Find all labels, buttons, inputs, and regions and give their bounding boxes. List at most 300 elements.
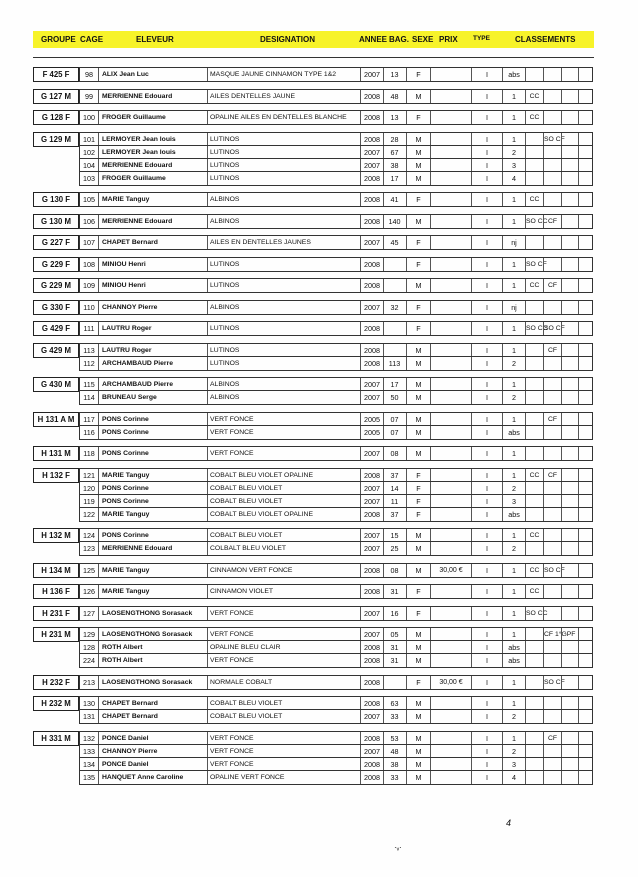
table-row xyxy=(79,731,593,745)
cell-k1: abs xyxy=(502,68,525,81)
cell-prix xyxy=(430,301,471,314)
cell-k2: SO CF xyxy=(525,258,543,271)
cell-eleveur: PONCE Daniel xyxy=(102,760,149,768)
cell-bag: 41 xyxy=(383,193,405,206)
cell-empty xyxy=(561,607,578,620)
cell-empty xyxy=(561,301,578,314)
cell-k3: SO CF xyxy=(543,133,561,146)
cell-cage: 129 xyxy=(80,628,99,641)
cell-k1: 1 xyxy=(502,628,525,641)
cell-empty xyxy=(561,391,578,404)
cell-empty xyxy=(578,508,593,521)
cell-designation: OPALINE AILES EN DENTELLES BLANCHE xyxy=(207,111,359,124)
cell-empty xyxy=(561,215,578,228)
cell-designation: VERT FONCE xyxy=(207,447,359,460)
cell-k3: SO CF xyxy=(543,564,561,577)
cell-cage: 134 xyxy=(80,758,99,771)
cell-k2: CC xyxy=(525,111,543,124)
group-code: G 429 F xyxy=(33,321,79,336)
cell-annee: 2008 xyxy=(360,215,383,228)
cell-empty xyxy=(578,90,593,103)
cell-bag: 28 xyxy=(383,133,405,146)
cell-empty xyxy=(578,710,593,723)
cell-k1: 4 xyxy=(502,771,525,784)
cell-k3: CF xyxy=(543,413,561,426)
cell-type: I xyxy=(471,68,502,81)
cell-eleveur: PONS Corinne xyxy=(102,450,149,457)
cell-bag: 31 xyxy=(383,654,405,667)
cell-sexe: F xyxy=(406,508,430,521)
cell-type: I xyxy=(471,193,502,206)
cell-empty xyxy=(578,607,593,620)
cell-k1: abs xyxy=(502,654,525,667)
cell-bag: 08 xyxy=(383,447,405,460)
cell-prix xyxy=(430,193,471,206)
cell-bag: 45 xyxy=(383,236,405,249)
cell-type: I xyxy=(471,676,502,689)
cell-eleveur: LERMOYER Jean louis xyxy=(102,135,176,143)
cell-k1: 2 xyxy=(502,542,525,555)
cell-cage: 124 xyxy=(80,529,99,542)
cell-k1: 4 xyxy=(502,172,525,185)
cell-k2 xyxy=(525,391,543,404)
cell-designation: VERT FONCE xyxy=(207,745,359,758)
cell-type: I xyxy=(471,258,502,271)
cell-type: I xyxy=(471,495,502,508)
cell-type: I xyxy=(471,482,502,495)
cell-bag: 32 xyxy=(383,301,405,314)
cell-bag: 31 xyxy=(383,641,405,654)
cell-sexe: M xyxy=(406,732,430,745)
cell-sexe: M xyxy=(406,745,430,758)
cell-sexe: M xyxy=(406,697,430,710)
cell-k1: 1 xyxy=(502,378,525,391)
cell-sexe: M xyxy=(406,447,430,460)
cell-annee: 2008 xyxy=(360,469,383,482)
cell-k3 xyxy=(543,771,561,784)
cell-bag: 31 xyxy=(383,585,405,598)
cell-type: I xyxy=(471,628,502,641)
cell-bag: 05 xyxy=(383,628,405,641)
cell-cage: 99 xyxy=(80,90,99,103)
cell-prix xyxy=(430,111,471,124)
cell-k3: CF xyxy=(543,279,561,292)
cell-prix xyxy=(430,426,471,439)
table-row xyxy=(79,425,593,440)
cell-cage: 103 xyxy=(80,172,99,185)
cell-prix xyxy=(430,447,471,460)
cell-empty xyxy=(578,193,593,206)
cell-annee: 2008 xyxy=(360,279,383,292)
header-designation: DESIGNATION xyxy=(260,35,315,44)
cell-cage: 120 xyxy=(80,482,99,495)
cell-type: I xyxy=(471,236,502,249)
cell-prix xyxy=(430,258,471,271)
class-group xyxy=(33,377,591,404)
table-row xyxy=(79,321,593,336)
cell-sexe: M xyxy=(406,159,430,172)
group-code: G 127 M xyxy=(33,89,79,104)
group-code: H 231 F xyxy=(33,606,79,621)
cell-empty xyxy=(561,771,578,784)
cell-type: I xyxy=(471,426,502,439)
cell-eleveur: MARIE Tanguy xyxy=(102,566,150,574)
cell-cage: 106 xyxy=(80,215,99,228)
table-row xyxy=(79,640,593,654)
table-row xyxy=(79,300,593,315)
cell-k1: 3 xyxy=(502,159,525,172)
cell-cage: 119 xyxy=(80,495,99,508)
table-row xyxy=(79,257,593,272)
cell-cage: 100 xyxy=(80,111,99,124)
cell-type: I xyxy=(471,508,502,521)
cell-annee: 2007 xyxy=(360,482,383,495)
cell-empty xyxy=(561,585,578,598)
cell-k1: 1 xyxy=(502,732,525,745)
cell-designation: LUTINOS xyxy=(207,133,359,146)
cell-sexe: F xyxy=(406,482,430,495)
cell-sexe: M xyxy=(406,426,430,439)
cell-k3 xyxy=(543,90,561,103)
cell-type: I xyxy=(471,357,502,370)
table-row xyxy=(79,89,593,104)
cell-cage: 107 xyxy=(80,236,99,249)
cell-k2: SO CC xyxy=(525,322,543,335)
cell-type: I xyxy=(471,542,502,555)
cell-k1: 1 xyxy=(502,607,525,620)
header-sexe: SEXE xyxy=(412,35,434,44)
cell-empty xyxy=(578,447,593,460)
cell-annee: 2008 xyxy=(360,771,383,784)
group-code: H 132 F xyxy=(33,468,79,483)
cell-k3 xyxy=(543,508,561,521)
cell-cage: 112 xyxy=(80,357,99,370)
cell-designation: LUTINOS xyxy=(207,322,359,335)
class-group xyxy=(33,446,591,460)
cell-empty xyxy=(561,676,578,689)
cell-designation: VERT FONCE xyxy=(207,758,359,771)
cell-annee: 2008 xyxy=(360,90,383,103)
cell-bag: 48 xyxy=(383,90,405,103)
cell-annee: 2007 xyxy=(360,607,383,620)
table-row xyxy=(79,278,593,293)
table-row xyxy=(79,606,593,621)
cell-bag: 38 xyxy=(383,758,405,771)
cell-k1: 2 xyxy=(502,482,525,495)
cell-cage: 116 xyxy=(80,426,99,439)
cell-eleveur: MARIE Tanguy xyxy=(102,588,150,595)
cell-annee: 2007 xyxy=(360,236,383,249)
group-code: G 429 M xyxy=(33,343,79,358)
cell-k1: 1 xyxy=(502,447,525,460)
cell-k2: SO CC xyxy=(525,215,543,228)
cell-sexe: F xyxy=(406,585,430,598)
cell-type: I xyxy=(471,111,502,124)
cell-type: I xyxy=(471,413,502,426)
class-group xyxy=(33,235,591,249)
cell-sexe: M xyxy=(406,391,430,404)
cell-sexe: M xyxy=(406,710,430,723)
cell-k3 xyxy=(543,111,561,124)
class-group xyxy=(33,731,591,784)
cell-empty xyxy=(578,564,593,577)
header-groupe: GROUPE xyxy=(41,35,76,44)
table-row xyxy=(79,390,593,405)
cell-eleveur: CHANNOY Pierre xyxy=(102,303,158,311)
cell-k3: CF xyxy=(543,732,561,745)
cell-designation: COBALT BLEU VIOLET xyxy=(207,529,359,542)
table-row xyxy=(79,377,593,391)
cell-k3: SO CF xyxy=(543,322,561,335)
cell-sexe: M xyxy=(406,90,430,103)
cell-empty xyxy=(578,279,593,292)
cell-eleveur: PONS Corinne xyxy=(102,532,149,539)
table-row xyxy=(79,675,593,690)
cell-k2 xyxy=(525,426,543,439)
cell-cage: 131 xyxy=(80,710,99,723)
group-code: G 129 M xyxy=(33,132,79,147)
cell-sexe: M xyxy=(406,771,430,784)
cell-eleveur: PONS Corinne xyxy=(102,497,149,505)
cell-sexe: M xyxy=(406,564,430,577)
cell-k1: 1 xyxy=(502,469,525,482)
cell-bag: 08 xyxy=(383,564,405,577)
table-row xyxy=(79,356,593,371)
cell-designation: OPALINE BLEU CLAIR xyxy=(207,641,359,654)
cell-cage: 113 xyxy=(80,344,99,357)
cell-cage: 118 xyxy=(80,447,99,460)
cell-bag: 113 xyxy=(383,357,405,370)
group-code: H 134 M xyxy=(33,563,79,578)
cell-eleveur: LAOSENGTHONG Sorasack xyxy=(102,631,193,638)
cell-eleveur: PONS Corinne xyxy=(102,484,149,492)
table-row xyxy=(79,446,593,461)
cell-bag: 07 xyxy=(383,413,405,426)
cell-empty xyxy=(561,279,578,292)
cell-k3 xyxy=(543,172,561,185)
cell-k2 xyxy=(525,236,543,249)
cell-eleveur: MARIE Tanguy xyxy=(102,510,150,518)
cell-k2: CC xyxy=(525,564,543,577)
cell-k3 xyxy=(543,258,561,271)
cell-designation: ALBINOS xyxy=(207,301,359,314)
cell-type: I xyxy=(471,732,502,745)
cell-k2 xyxy=(525,676,543,689)
cell-eleveur: MINIOU Henri xyxy=(102,260,146,268)
cell-empty xyxy=(578,585,593,598)
cell-empty xyxy=(561,426,578,439)
cell-annee: 2008 xyxy=(360,172,383,185)
cell-prix xyxy=(430,172,471,185)
cell-eleveur: ROTH Albert xyxy=(102,657,143,664)
cell-k3 xyxy=(543,447,561,460)
group-code: F 425 F xyxy=(33,67,79,82)
class-group xyxy=(33,468,591,521)
table-row xyxy=(79,494,593,508)
cell-prix: 30,00 € xyxy=(430,676,471,689)
cell-cage: 111 xyxy=(80,322,99,335)
cell-k1: 3 xyxy=(502,758,525,771)
cell-k3: CF xyxy=(543,469,561,482)
cell-bag: 11 xyxy=(383,495,405,508)
cell-prix xyxy=(430,542,471,555)
cell-eleveur: ARCHAMBAUD Pierre xyxy=(102,359,173,367)
group-code: G 229 M xyxy=(33,278,79,293)
cell-designation: LUTINOS xyxy=(207,159,359,172)
cell-empty xyxy=(561,68,578,81)
class-group xyxy=(33,110,591,124)
class-group xyxy=(33,696,591,723)
cell-k2: CC xyxy=(525,469,543,482)
top-divider xyxy=(33,57,594,58)
cell-designation: VERT FONCE xyxy=(207,654,359,667)
cell-k3: SO CF xyxy=(543,676,561,689)
cell-prix xyxy=(430,710,471,723)
cell-designation: CINNAMON VIOLET xyxy=(207,585,359,598)
cell-bag: 14 xyxy=(383,482,405,495)
cell-designation: COBALT BLEU VIOLET xyxy=(207,710,359,723)
cell-k2: SO CC xyxy=(525,607,543,620)
class-group xyxy=(33,584,591,598)
cell-eleveur: ROTH Albert xyxy=(102,644,143,651)
class-group xyxy=(33,675,591,689)
cell-k3 xyxy=(543,607,561,620)
cell-cage: 101 xyxy=(80,133,99,146)
cell-type: I xyxy=(471,215,502,228)
cell-k1: nj xyxy=(502,301,525,314)
cell-bag: 67 xyxy=(383,146,405,159)
cell-k1: 1 xyxy=(502,215,525,228)
cell-k3 xyxy=(543,426,561,439)
group-code: G 330 F xyxy=(33,300,79,315)
cell-sexe: F xyxy=(406,258,430,271)
group-code: H 232 F xyxy=(33,675,79,690)
class-group xyxy=(33,606,591,620)
table-row xyxy=(79,171,593,186)
cell-cage: 123 xyxy=(80,542,99,555)
cell-sexe: M xyxy=(406,133,430,146)
cell-eleveur: CHAPET Bernard xyxy=(102,239,158,246)
scan-mark: ·ᵥ· xyxy=(394,843,402,852)
cell-empty xyxy=(561,508,578,521)
cell-designation: COBALT BLEU VIOLET OPALINE xyxy=(207,508,359,521)
cell-k1: 1 xyxy=(502,90,525,103)
cell-prix xyxy=(430,508,471,521)
cell-empty xyxy=(578,391,593,404)
table-row xyxy=(79,67,593,82)
cell-prix xyxy=(430,585,471,598)
class-group xyxy=(33,257,591,271)
cell-cage: 114 xyxy=(80,391,99,404)
header-eleveur: ELEVEUR xyxy=(136,35,174,44)
cell-cage: 130 xyxy=(80,697,99,710)
cell-empty xyxy=(578,357,593,370)
cell-eleveur: PONS Corinne xyxy=(102,428,149,436)
cell-cage: 108 xyxy=(80,258,99,271)
cell-sexe: F xyxy=(406,68,430,81)
cell-type: I xyxy=(471,585,502,598)
cell-k3 xyxy=(543,357,561,370)
cell-type: I xyxy=(471,133,502,146)
group-code: G 229 F xyxy=(33,257,79,272)
cell-cage: 135 xyxy=(80,771,99,784)
cell-sexe: M xyxy=(406,279,430,292)
cell-type: I xyxy=(471,159,502,172)
header-annee: ANNEE xyxy=(359,35,388,44)
cell-k3 xyxy=(543,68,561,81)
cell-empty xyxy=(578,654,593,667)
cell-bag: 25 xyxy=(383,542,405,555)
cell-eleveur: LAOSENGTHONG Sorasack xyxy=(102,609,193,617)
table-row xyxy=(79,158,593,172)
cell-designation: LUTINOS xyxy=(207,279,359,292)
cell-annee: 2008 xyxy=(360,322,383,335)
cell-designation: ALBINOS xyxy=(207,215,359,228)
cell-k3 xyxy=(543,391,561,404)
cell-k1: 1 xyxy=(502,193,525,206)
cell-empty xyxy=(561,447,578,460)
group-code: H 132 M xyxy=(33,528,79,543)
cell-type: I xyxy=(471,469,502,482)
cell-empty xyxy=(578,111,593,124)
cell-empty xyxy=(578,215,593,228)
cell-designation: COBALT BLEU VIOLET xyxy=(207,482,359,495)
cell-designation: COBALT BLEU VIOLET OPALINE xyxy=(207,469,359,482)
cell-cage: 115 xyxy=(80,378,99,391)
cell-sexe: F xyxy=(406,301,430,314)
cell-eleveur: MERRIENNE Edouard xyxy=(102,545,173,552)
cell-bag: 13 xyxy=(383,111,405,124)
cell-type: I xyxy=(471,378,502,391)
cell-annee: 2007 xyxy=(360,68,383,81)
cell-designation: VERT FONCE xyxy=(207,426,359,439)
cell-empty xyxy=(578,236,593,249)
cell-eleveur: LAUTRU Roger xyxy=(102,346,152,354)
cell-empty xyxy=(561,90,578,103)
cell-type: I xyxy=(471,447,502,460)
cell-eleveur: MINIOU Henri xyxy=(102,282,146,289)
cell-sexe: M xyxy=(406,357,430,370)
table-row xyxy=(79,627,593,641)
cell-k1: 1 xyxy=(502,676,525,689)
class-group xyxy=(33,563,591,577)
cell-type: I xyxy=(471,710,502,723)
cell-sexe: F xyxy=(406,676,430,689)
cell-eleveur: MERRIENNE Edouard xyxy=(102,161,173,169)
cell-type: I xyxy=(471,697,502,710)
table-row xyxy=(79,584,593,599)
cell-annee: 2007 xyxy=(360,159,383,172)
cell-k2 xyxy=(525,508,543,521)
group-code: H 131 A M xyxy=(33,412,79,427)
cell-k1: abs xyxy=(502,508,525,521)
cell-annee: 2008 xyxy=(360,344,383,357)
cell-annee: 2008 xyxy=(360,585,383,598)
table-row xyxy=(79,145,593,159)
cell-designation: AILES EN DENTELLES JAUNES xyxy=(207,236,359,249)
cell-cage: 125 xyxy=(80,564,99,577)
cell-k3 xyxy=(543,236,561,249)
cell-bag: 16 xyxy=(383,607,405,620)
cell-k1: 2 xyxy=(502,391,525,404)
header-type: TYPE xyxy=(473,35,490,42)
cell-annee: 2007 xyxy=(360,745,383,758)
class-group xyxy=(33,89,591,103)
cell-cage: 128 xyxy=(80,641,99,654)
cell-prix xyxy=(430,68,471,81)
cell-k2 xyxy=(525,771,543,784)
cell-cage: 102 xyxy=(80,146,99,159)
